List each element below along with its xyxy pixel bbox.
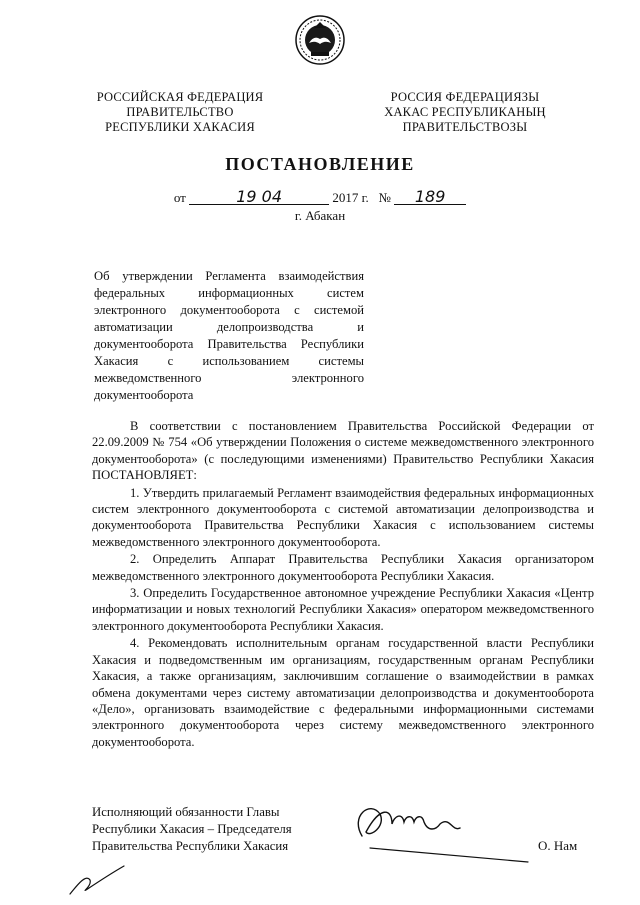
- year-label: 2017 г.: [332, 190, 369, 205]
- signer-name: О. Нам: [538, 838, 578, 853]
- body-paragraph: 2. Определить Аппарат Правительства Республики Хакасия организатором межведомственного электронного документооборота Республики Хакасия.: [92, 552, 594, 583]
- header-right-line: РОССИЯ ФЕДЕРАЦИЯЗЫ: [390, 90, 540, 104]
- date-number-line: [0, 187, 640, 206]
- header-left-russian: [80, 90, 280, 135]
- header-right-line: ПРАВИТЕЛЬСТВОЗЫ: [402, 120, 528, 134]
- coat-of-arms-emblem: [294, 14, 346, 66]
- document-title: ПОСТАНОВЛЕНИЕ: [225, 154, 415, 174]
- body-paragraph: 4. Рекомендовать исполнительным органам государственной власти Республики Хакасия и подведомственным им организациям, государственным органам Республики Хакасия, а также организациям, заключившим соглашение о взаимодействии в рамках обмена документами через систему автоматизации делопроизводства и документооборота «Дело», организовать взаимодействие с федеральными информационными системами электронного документооборота через систему межведомственного электронного документооборота.: [92, 636, 594, 749]
- document-body: [92, 418, 594, 750]
- signatory-line: Республики Хакасия – Председателя: [92, 822, 292, 836]
- body-paragraph: 3. Определить Государственное автономное учреждение Республики Хакасия «Центр информатизации и новых технологий Республики Хакасия» оператором межведомственного электронного документооборота Республики Хакасия.: [92, 586, 594, 633]
- body-paragraph: В соответствии с постановлением Правительства Российской Федерации от 22.09.2009 № 754 «Об утверждении Положения о системе межведомственного электронного документооборота» (с последующими изменениями) Правительство Республики Хакасия ПОСТАНОВЛЯЕТ:: [92, 419, 594, 483]
- signatory-line: Исполняющий обязанности Главы: [92, 805, 280, 819]
- handwritten-initial-mark: [64, 860, 134, 900]
- header-right-line: ХАКАС РЕСПУБЛИКАНЫҢ: [384, 105, 546, 119]
- city-label: г. Абакан: [294, 208, 346, 223]
- handwritten-signature: [340, 786, 540, 866]
- document-subject: Об утверждении Регламента взаимодействия федеральных информационных систем электронного документооборота с системой автоматизации делопроизводства и документооборота Правительства Республики Хакасия с использованием системы межведомственного электронного документооборота: [94, 269, 364, 402]
- header-right-khakas: [360, 90, 570, 135]
- from-label: от: [173, 190, 186, 205]
- number-label: №: [378, 190, 391, 205]
- handwritten-number: 189: [394, 190, 466, 205]
- handwritten-date: 19 04: [189, 190, 329, 205]
- header-left-line: РЕСПУБЛИКИ ХАКАСИЯ: [105, 120, 255, 134]
- header-left-line: РОССИЙСКАЯ ФЕДЕРАЦИЯ: [96, 90, 264, 104]
- signatory-line: Правительства Республики Хакасия: [92, 839, 289, 853]
- signatory-title: [92, 804, 292, 855]
- header-left-line: ПРАВИТЕЛЬСТВО: [126, 105, 234, 119]
- body-paragraph: 1. Утвердить прилагаемый Регламент взаимодействия федеральных информационных систем электронного документооборота с системой автоматизации делопроизводства и документооборота Правительства Республики Хакасия с использованием системы межведомственного электронного документооборота.: [92, 485, 594, 549]
